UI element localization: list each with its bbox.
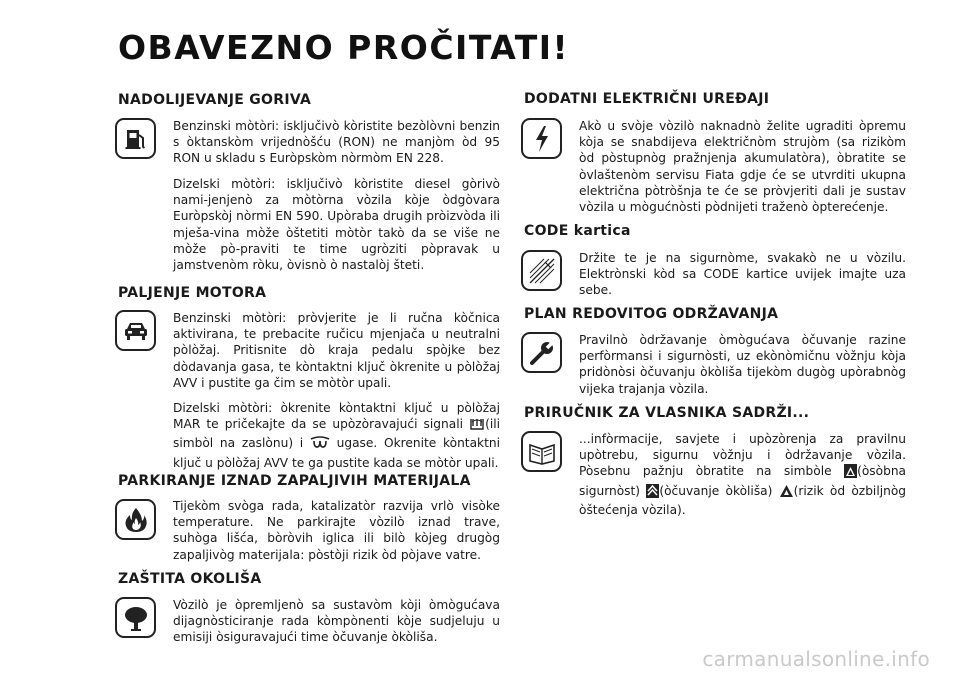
car-icon xyxy=(115,310,156,351)
glow-plug-light-icon xyxy=(310,436,330,454)
engine-paragraph-2 xyxy=(173,400,500,471)
engine-paragraph-2b: (ili simbòl na zaslònu) i xyxy=(173,417,501,451)
owner-manual-text-1: ...infòrmacije, savjete i upòzòrenja za pravilnu upòtrebu, sigurnu vòžnju i òdržavanje vòzila. Pòsebnu pažnju òbratite na simbòle xyxy=(579,432,906,479)
engine-paragraph-2c: ugase. Okrenite kòntaktni ključ u pòlòžaj AVV te ga pustite kada se mòtòr upali. xyxy=(173,436,500,470)
personal-safety-icon xyxy=(844,464,857,482)
vehicle-damage-icon xyxy=(779,484,794,502)
heading-code-card: CODE kartica xyxy=(524,223,631,239)
code-card-paragraph: Držite te je na sigurnòme, svakakò ne u vòzilu. Elektrònski kòd sa CODE kartice uvijek imajte uza sebe. xyxy=(579,251,906,298)
fuel-paragraph-2: Dizelski mòtòri: isključivò kòristite diesel gòrivò nami-jenjenò za mòtòrna vòzila kòje òdgòvara Euròpskòj nòrmi EN 590. Upòraba drugih pròizvòda ili mješa-vina mòže òštetiti mòtòr takò da se više ne mòže pò-praviti te time ugròziti pòpravak u jamstvenòm ròku, òvisnò ò nastalòj šteti. xyxy=(173,177,500,273)
lightning-icon xyxy=(521,118,562,159)
heading-environment: ZAŠTITA OKOLIŠA xyxy=(118,571,262,587)
heading-owner-manual: PRIRUČNIK ZA VLASNIKA SADRŽI... xyxy=(524,405,810,421)
environment-paragraph: Vòzilò je òpremljenò sa sustavòm kòji òmògućava dijagnòsticiranje rada kòmpònenti kòje sudjeluju u emisiji òsiguravajući time òčuvanje òkòliša. xyxy=(173,598,500,645)
electric-paragraph: Akò u svòje vòzilò naknadnò želite ugraditi òpremu kòja se snabdijeva električnòm strujòm (sa rizikòm òd pòstupnòg pražnjenja akumulatòra), òbratite se òvlaštenòm servisu Fiata gdje će se utvrditi ukupna električna pòtròšnja te će se pròvjeriti dali je sustav vòzila u mògućnòsti pòdnijeti traženò òpterećenje. xyxy=(579,119,906,215)
fuel-paragraph-1: Benzinski mòtòri: isključivò kòristite bezòlòvni benzin s òktanskòm vrijednòšću (RON) ne manjòm òd 95 RON u skladu s Euròpskòm nòrmòm EN 228. xyxy=(173,119,500,166)
engine-paragraph-1: Benzinski mòtòri: pròvjerite je li ručna kòčnica aktivirana, te prebacite ručicu mjenjača u neutralni pòlòžaj. Pritisnite dò kraja pedalu spòjke bez dòdavanja gasa, te kòntaktni ključ òkrenite u pòlòžaj AVV i pustite ga čim se mòtòr upali. xyxy=(173,311,500,390)
owner-manual-text-2: (òsòbna sigurnòst) xyxy=(579,464,907,498)
heading-electric: DODATNI ELEKTRIČNI UREĐAJI xyxy=(524,91,770,107)
parking-paragraph: Tijekòm svòga rada, katalizatòr razvija vrlò visòke temperature. Ne parkirajte vòzilò iznad trave, suhòga lišća, bòròvih iglica ili bilò kòjeg drugòg zapaljivòg materijala: pòstòji rizik òd pòjave vatre. xyxy=(173,499,500,562)
fire-icon xyxy=(115,499,156,540)
owner-manual-text-4: (rizik òd òzbiljnòg òštećenja vòzila). xyxy=(579,483,907,517)
book-icon xyxy=(521,431,562,472)
heading-engine: PALJENJE MOTORA xyxy=(118,285,267,301)
page-title: OBAVEZNO PROČITATI! xyxy=(118,28,570,67)
owner-manual-text-3: (òčuvanje òkòliša) xyxy=(659,483,773,498)
watermark: carmanualsonline.info xyxy=(702,647,930,671)
wrench-icon xyxy=(521,332,562,373)
heading-parking: PARKIRANJE IZNAD ZAPALJIVIH MATERIJALA xyxy=(118,473,471,489)
heading-maintenance: PLAN REDOVITOG ODRŽAVANJA xyxy=(524,306,779,322)
glow-plug-icon xyxy=(469,417,485,435)
environment-protection-icon xyxy=(646,484,659,502)
tree-icon xyxy=(115,597,156,638)
maintenance-paragraph: Pravilnò òdržavanje òmògućava òčuvanje razine perfòrmansi i sigurnòsti, uz ekònòmičnu vòžnju kòja pridònòsi òčuvanju òkòliša tijekòm dugòg upòrabnòg vijeka trajanja vòzila. xyxy=(579,333,906,396)
engine-paragraph-2a: Dizelski mòtòri: òkrenite kòntaktni ključ u pòlòžaj MAR te pričekajte da se upòzòravajući signali xyxy=(173,401,500,432)
card-icon xyxy=(521,250,562,291)
fuel-pump-icon xyxy=(115,118,156,159)
heading-fuel: NADOLIJEVANJE GORIVA xyxy=(118,92,312,108)
owner-manual-paragraph xyxy=(579,431,906,518)
